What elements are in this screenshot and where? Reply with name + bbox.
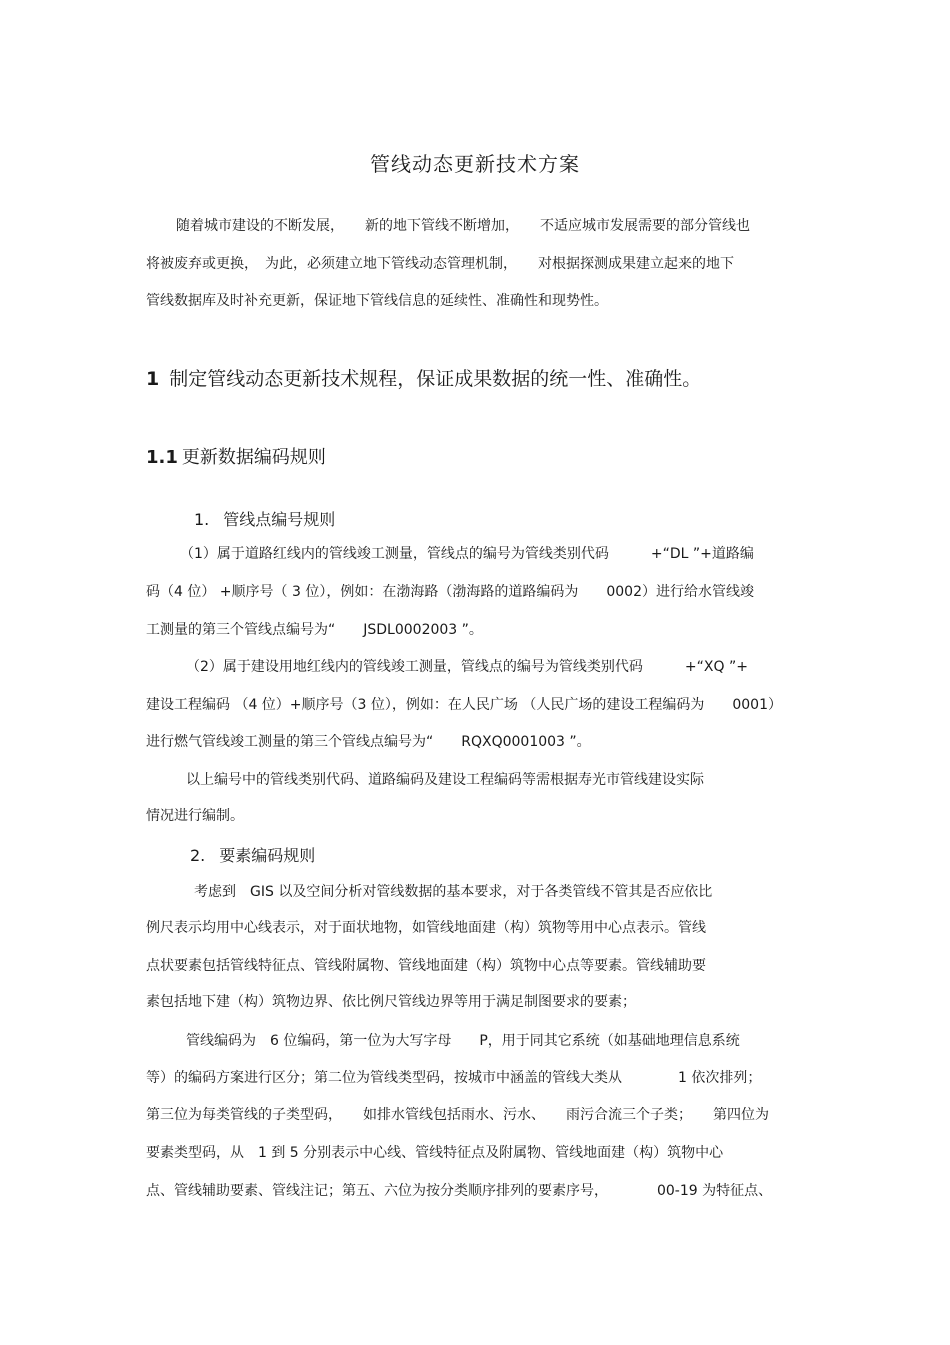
intro-line-2: 将被废弃或更换， 为此，必须建立地下管线动态管理机制， 对根据探测成果建立起来的地下 (146, 256, 734, 272)
intro-line-3: 管线数据库及时补充更新，保证地下管线信息的延续性、准确性和现势性。 (146, 293, 608, 309)
item-2-line-6: 等）的编码方案进行区分；第二位为管线类型码，按城市中涵盖的管线大类从 1 依次排列； (146, 1070, 762, 1086)
intro-line-1: 随着城市建设的不断发展， 新的地下管线不断增加， 不适应城市发展需要的部分管线也 (176, 218, 750, 234)
section-1-title: 制定管线动态更新技术规程，保证成果数据的统一性、准确性。 (169, 368, 702, 390)
item-1-number: 1. (194, 510, 210, 529)
item-1-line-7: 以上编号中的管线类别代码、道路编码及建设工程编码等需根据寿光市管线建设实际 (186, 772, 704, 788)
item-2-line-4: 素包括地下建（构）筑物边界、依比例尺管线边界等用于满足制图要求的要素； (146, 994, 636, 1010)
item-1-heading (194, 507, 335, 530)
item-1-line-2: 码（4 位） +顺序号（ 3 位），例如：在渤海路（渤海路的道路编码为 0002）进行给水管线竣 (146, 584, 754, 600)
item-2-line-3: 点状要素包括管线特征点、管线附属物、管线地面建（构）筑物中心点等要素。管线辅助要 (146, 958, 706, 974)
item-1-line-8: 情况进行编制。 (146, 808, 244, 824)
item-1-title: 管线点编号规则 (223, 510, 336, 529)
item-2-title: 要素编码规则 (219, 846, 316, 865)
item-1-line-3: 工测量的第三个管线点编号为“ JSDL0002003 ”。 (146, 622, 483, 638)
item-2-line-5: 管线编码为 6 位编码，第一位为大写字母 P，用于同其它系统（如基础地理信息系统 (186, 1033, 740, 1049)
item-1-line-5: 建设工程编码 （4 位）+顺序号（3 位），例如：在人民广场 （人民广场的建设工程编码为 0001） (146, 697, 782, 713)
item-2-heading (190, 843, 315, 866)
item-2-line-7: 第三位为每类管线的子类型码， 如排水管线包括雨水、污水、 雨污合流三个子类； 第四位为 (146, 1107, 769, 1123)
section-1-1-number: 1.1 (146, 447, 178, 468)
section-1-1-title: 更新数据编码规则 (181, 447, 326, 468)
section-1-heading (146, 364, 701, 391)
item-2-line-9: 点、管线辅助要素、管线注记；第五、六位为按分类顺序排列的要素序号， 00-19 为特征点、 (146, 1183, 773, 1199)
item-2-number: 2. (190, 846, 206, 865)
section-1-number: 1 (146, 368, 160, 390)
item-2-line-2: 例尺表示均用中心线表示，对于面状地物，如管线地面建（构）筑物等用中心点表示。管线 (146, 920, 706, 936)
item-2-line-8: 要素类型码，从 1 到 5 分别表示中心线、管线特征点及附属物、管线地面建（构）筑物中心 (146, 1145, 724, 1161)
item-2-line-1: 考虑到 GIS 以及空间分析对管线数据的基本要求，对于各类管线不管其是否应依比 (194, 884, 713, 900)
item-1-line-6: 进行燃气管线竣工测量的第三个管线点编号为“ RQXQ0001003 ”。 (146, 734, 591, 750)
item-1-line-1: （1）属于道路红线内的管线竣工测量，管线点的编号为管线类别代码 +“DL ”+道路编 (180, 546, 754, 562)
item-1-line-4: （2）属于建设用地红线内的管线竣工测量，管线点的编号为管线类别代码 +“XQ ”+ (186, 659, 748, 675)
document-title: 管线动态更新技术方案 (370, 152, 580, 176)
section-1-1-heading (146, 443, 326, 469)
